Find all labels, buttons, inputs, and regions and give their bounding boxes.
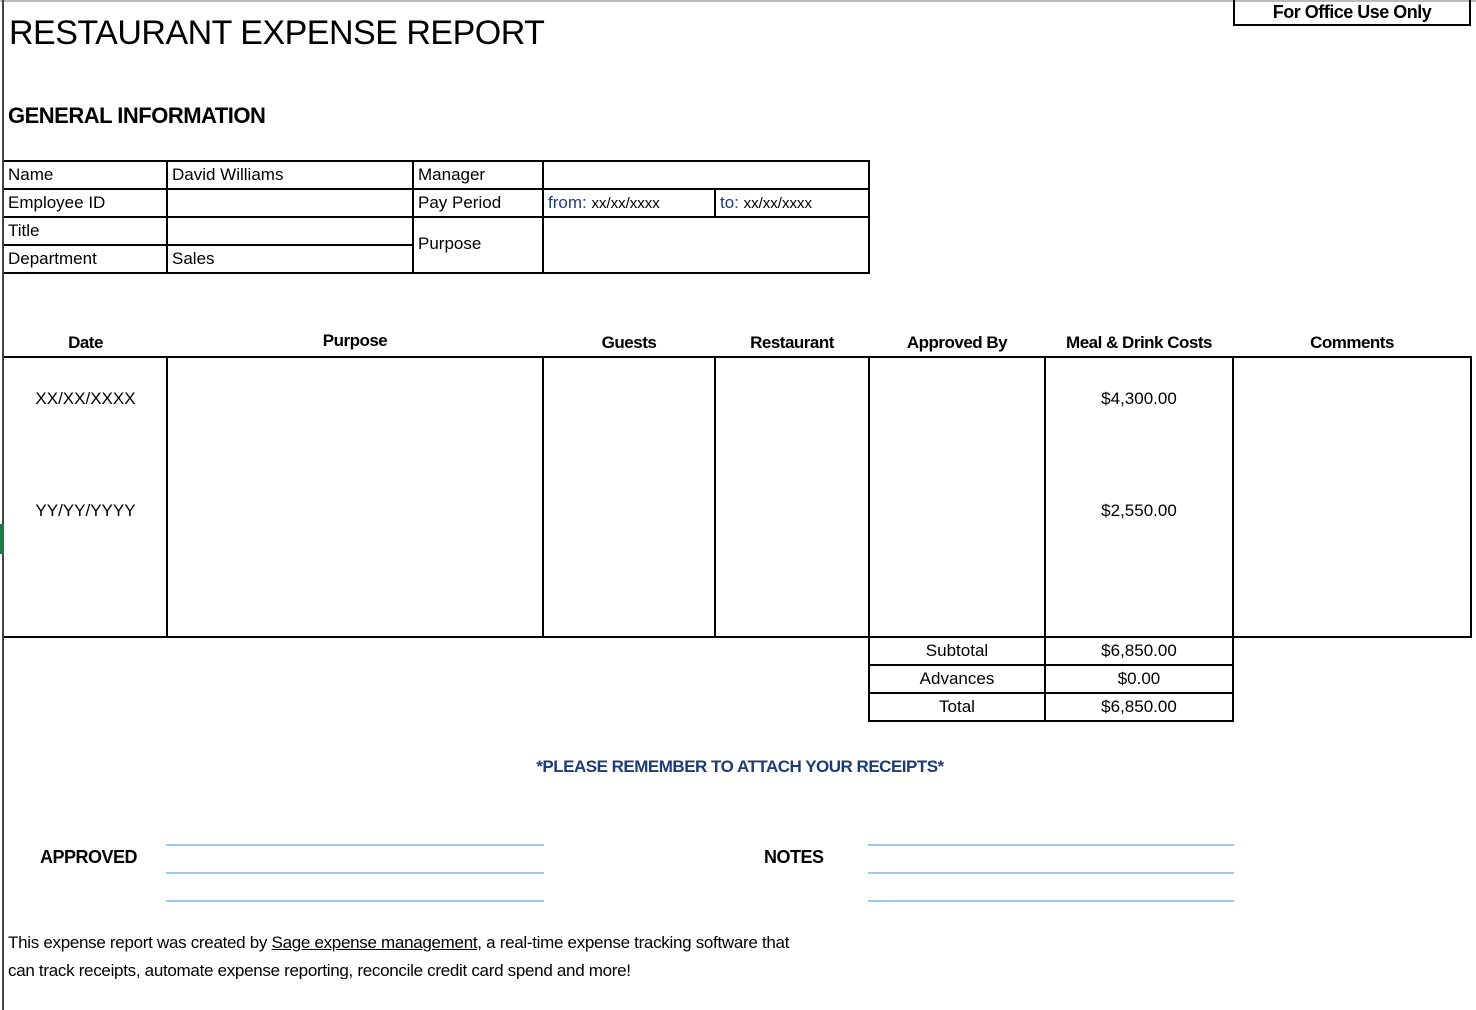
pay-period-to[interactable] bbox=[720, 193, 812, 213]
advances-value[interactable]: $0.00 bbox=[1117, 669, 1161, 688]
department-label: Department bbox=[8, 249, 97, 268]
department-field[interactable]: Sales bbox=[172, 249, 215, 268]
grid-line bbox=[4, 356, 1472, 358]
grid-line bbox=[868, 664, 1234, 666]
from-label: from: bbox=[548, 193, 587, 212]
name-label: Name bbox=[8, 165, 54, 184]
header-approved-by: Approved By bbox=[906, 333, 1008, 352]
footer-line-1 bbox=[8, 933, 789, 953]
employee-id-label: Employee ID bbox=[8, 193, 106, 212]
purpose-label: Purpose bbox=[418, 234, 482, 253]
header-comments: Comments bbox=[1310, 333, 1394, 352]
grid-line bbox=[4, 636, 1472, 638]
grid-line bbox=[868, 720, 1234, 722]
subtotal-value: $6,850.00 bbox=[1101, 641, 1177, 660]
grid-line bbox=[166, 844, 544, 846]
general-info-heading: GENERAL INFORMATION bbox=[8, 103, 266, 128]
grid-line bbox=[714, 188, 716, 218]
grid-line bbox=[4, 216, 870, 218]
manager-label: Manager bbox=[418, 165, 486, 184]
grid-line bbox=[868, 844, 1234, 846]
approved-label: APPROVED bbox=[40, 847, 138, 867]
grid-line bbox=[412, 160, 414, 274]
name-field[interactable]: David Williams bbox=[172, 165, 284, 184]
report-title: RESTAURANT EXPENSE REPORT bbox=[9, 14, 545, 52]
from-value: xx/xx/xxxx bbox=[591, 195, 660, 212]
grid-line bbox=[1044, 356, 1046, 722]
footer-suffix: , a real-time expense tracking software that bbox=[477, 933, 790, 952]
pay-period-from[interactable] bbox=[548, 193, 660, 213]
grid-line bbox=[714, 356, 716, 638]
row-selection-marker bbox=[0, 524, 4, 554]
grid-line bbox=[166, 872, 544, 874]
grid-line bbox=[868, 692, 1234, 694]
receipts-reminder: *PLEASE REMEMBER TO ATTACH YOUR RECEIPTS* bbox=[536, 757, 944, 776]
grid-line bbox=[4, 160, 870, 162]
title-label: Title bbox=[8, 221, 40, 240]
footer-line-2: can track receipts, automate expense reporting, reconcile credit card spend and more! bbox=[8, 961, 631, 979]
row-1-date[interactable]: XX/XX/XXXX bbox=[35, 389, 136, 408]
total-label: Total bbox=[939, 697, 975, 716]
grid-line bbox=[1232, 356, 1234, 722]
header-cost: Meal & Drink Costs bbox=[1066, 333, 1212, 352]
row-1-cost[interactable]: $4,300.00 bbox=[1101, 389, 1177, 408]
grid-line bbox=[542, 160, 544, 274]
subtotal-label: Subtotal bbox=[925, 641, 989, 660]
row-2-date[interactable]: YY/YY/YYYY bbox=[35, 501, 136, 520]
to-label: to: bbox=[720, 193, 739, 212]
header-purpose: Purpose bbox=[322, 331, 388, 350]
grid-line bbox=[868, 900, 1234, 902]
grid-line bbox=[868, 160, 870, 274]
grid-line bbox=[166, 900, 544, 902]
grid-line bbox=[868, 356, 870, 722]
grid-line bbox=[1470, 356, 1472, 638]
manager-field[interactable] bbox=[548, 165, 866, 189]
sage-link[interactable]: Sage expense management bbox=[271, 933, 478, 952]
header-restaurant: Restaurant bbox=[750, 333, 834, 352]
pay-period-label: Pay Period bbox=[418, 193, 502, 212]
grid-line bbox=[4, 272, 870, 274]
notes-label: NOTES bbox=[764, 847, 824, 867]
office-use-box: For Office Use Only bbox=[1233, 0, 1471, 26]
footer-prefix: This expense report was created by bbox=[8, 933, 272, 952]
grid-line bbox=[166, 160, 168, 274]
row-2-cost[interactable]: $2,550.00 bbox=[1101, 501, 1177, 520]
header-guests: Guests bbox=[601, 333, 657, 352]
header-date: Date bbox=[68, 333, 103, 352]
purpose-field[interactable] bbox=[548, 222, 866, 272]
advances-label: Advances bbox=[919, 669, 995, 688]
total-value: $6,850.00 bbox=[1101, 697, 1177, 716]
title-field[interactable] bbox=[172, 221, 410, 245]
to-value: xx/xx/xxxx bbox=[743, 195, 812, 212]
employee-id-field[interactable] bbox=[172, 193, 410, 217]
grid-line bbox=[542, 356, 544, 638]
grid-line bbox=[868, 872, 1234, 874]
